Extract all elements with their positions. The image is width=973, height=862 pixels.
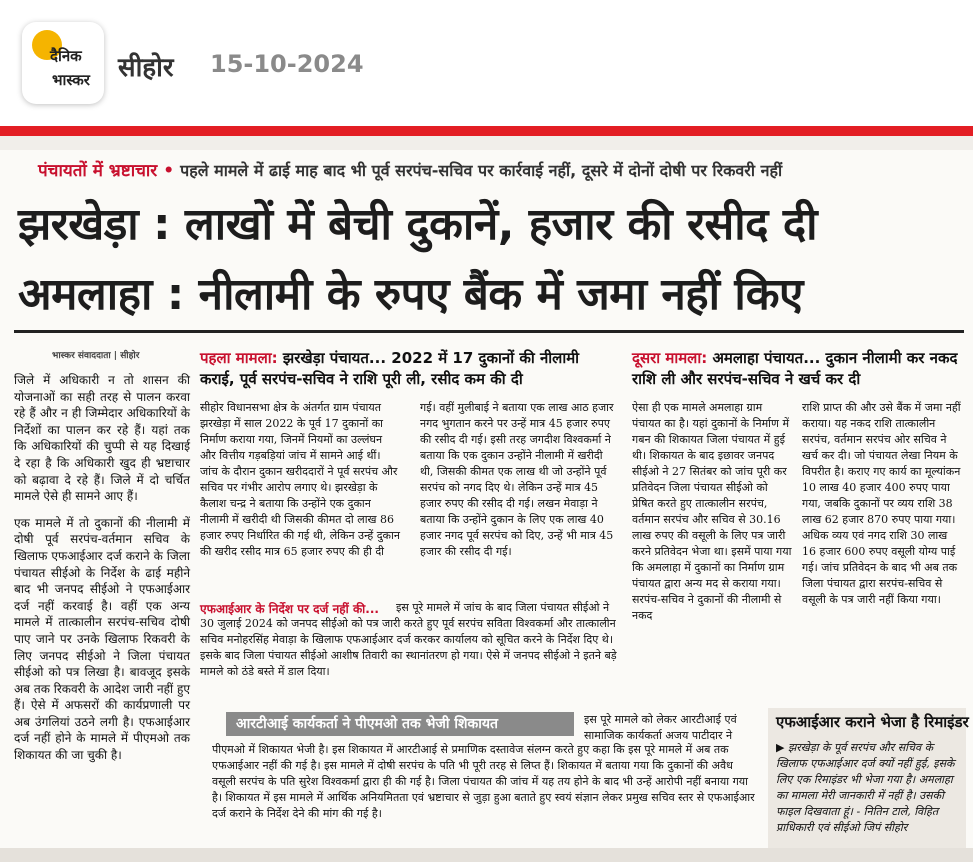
fir-reminder-heading: एफआईआर कराने भेजा है रिमाइंडर [776, 713, 969, 731]
logo-line1: दैनिक [50, 47, 82, 65]
story2-label: दूसरा मामला: [632, 349, 708, 367]
rti-side-text: इस पूरे मामले को लेकर आरटीआई एवं सामाजिक कार्यकर्ता अजय पाटीदार ने [584, 713, 737, 742]
dainik-bhaskar-logo[interactable] [22, 22, 104, 104]
story1-label: पहला मामला: [200, 349, 278, 367]
logo-line2: भास्कर [52, 71, 90, 89]
story1-subhead: एफआईआर के निर्देश पर दर्ज नहीं की... [200, 602, 379, 616]
rti-body: पीएमओ में शिकायत भेजी है। इस शिकायत में आरटीआई से प्रमाणिक दस्तावेज संलग्न करते हुए कहा कि इस पूरे मामले में अब तक एफआईआर नहीं की गई है। इस मामले में दोषी सरपंच के पति भी पूरी तरह से लिप्त हैं। शिकायत में बताया गया कि दुकानों की अवैध वसूली सरपंच के पति सुरेश विश्वकर्मा द्वारा ही की गई है। जिला पंचायत की जांच में यह तय होने के बाद भी उन्हें आरोपी नहीं बनाया गया है। शिकायत में इस मामले में आर्थिक अनियमितता एवं भ्रष्टाचार से जुड़ा हुआ बताते हुए स्वयं संज्ञान लेकर प्रमुख सचिव स्तर से एफआईआर दर्ज कराने के निर्देश देने की मांग की गई है। [212, 743, 755, 820]
story1-title: झरखेड़ा पंचायत... 2022 में 17 दुकानों की नीलामी कराई, पूर्व सरपंच-सचिव ने राशि पूरी ली, रसीद कम की दी [200, 349, 580, 388]
rti-heading: आरटीआई कार्यकर्ता ने पीएमओ तक भेजी शिकायत [226, 712, 574, 736]
story1-column-a: सीहोर विधानसभा क्षेत्र के अंतर्गत ग्राम पंचायत झरखेड़ा में साल 2022 के पूर्व 17 दुकानों का निर्माण कराया गया, जिनमें नियमों का उल्लंघन और वित्तीय गड़बड़ियां जांच में सामने आई थीं। जांच के दौरान दुकान खरीददारों ने पूर्व सरपंच और सचिव पर गंभीर आरोप लगाए थे। झरखेड़ा के कैलाश चन्द्र ने बताया कि उन्होंने एक दुकान नीलामी में खरीदी थी जिसकी कीमत दो लाख 86 हजार रुपए निर्धारित की गई थी, लेकिन उन्हें दुकान की खरीद रसीद मात्र 65 हजार रुपए की ही दी [200, 401, 400, 558]
story1-subtext: इस पूरे मामले में जांच के बाद जिला पंचायत सीईओ ने 30 जुलाई 2024 को जनपद सीईओ को पत्र जारी करते हुए पूर्व सरपंच सविता विश्वकर्मा और तात्कालीन सचिव मनोहरसिंह मेवाड़ा के खिलाफ एफआईआर दर्ज करकर कार्यालय को सूचित करने के निर्देश दिए थे। इसके बाद जिला पंचायत सीईओ आशीष तिवारी का स्थानांतरण हो गया। ऐसे में जनपद सीईओ ने इतने बड़े मामले को ठंडे बस्ते में डाल दिया। [200, 601, 617, 678]
kicker-label: पंचायतों में भ्रष्टाचार [38, 161, 158, 181]
story2-title: अमलाहा पंचायत... दुकान नीलामी कर नकद राशि ली और सरपंच-सचिव ने खर्च कर दी [632, 349, 958, 388]
intro-paragraph-2: एक मामले में तो दुकानों की नीलामी में दोषी पूर्व सरपंच-वर्तमान सचिव के खिलाफ एफआईआर दर्ज कराने के जिला पंचायत सीईओ के निर्देश के ढाई महीने बाद भी जनपद सीईओ ने एफआईआर दर्ज नहीं करवाई है। वहीं एक अन्य मामले में तात्कालीन सरपंच-सचिव दोषी पाए जाने पर उनके खिलाफ रिकवरी के लिए जनपद सीईओ ने जिला पंचायत सीईओ को पत्र लिखा है। बावजूद इसके अब तक रिकवरी के आदेश जारी नहीं हुए हैं। ऐसे में अफसरों की कार्यप्रणाली पर अब उंगलियां उठने लगी है। एफआईआर दर्ज नहीं होने के मामले में पीएमओ तक शिकायत की जा चुकी है। [14, 515, 190, 763]
article-kicker [38, 158, 968, 184]
kicker-text: पहले मामले में ढाई माह बाद भी पूर्व सरपंच-सचिव पर कार्रवाई नहीं, दूसरे में दोनों दोषी पर रिकवरी नहीं [180, 161, 783, 180]
intro-column [14, 372, 190, 774]
headline-rule [14, 330, 964, 333]
story1-column-b: गई। वहीं मुलीबाई ने बताया एक लाख आठ हजार नगद भुगतान करने पर उन्हें मात्र 45 हजार रुपए की रसीद दी गई। इसी तरह जगदीश विश्वकर्मा ने बताया कि एक दुकान उन्होंने नीलामी में खरीदी थी, जिसकी कीमत एक लाख थी जो उन्होंने पूर्व सरपंच को नगद दिए थे। लेकिन उन्हें मात्र 45 हजार रुपए की रसीद दी गई। लखन मेवाड़ा ने बताया कि उन्होंने दुकान के लिए एक लाख 40 हजार नगद पूर्व सरपंच को दिए, उन्हें भी मात्र 45 हजार की रसीद दी गई। [420, 401, 614, 558]
app-header [0, 0, 973, 128]
story2-column-b: राशि प्राप्त की और उसे बैंक में जमा नहीं कराया। यह नकद राशि तात्कालीन सरपंच, वर्तमान सरपंच ओर सचिव ने खर्च कर दी। जो पंचायत लेखा नियम के विपरीत है। कराए गए कार्य का मूल्यांकन 10 लाख 40 हजार 400 रुपए पाया गया, जबकि दुकानों पर व्यय राशि 38 लाख 62 हजार 870 रुपए पाया गया। अधिक व्यय एवं नगद राशि 30 लाख 16 हजार 600 रुपए वसूली योग्य पाई गई। जांच प्रतिवेदन के बाद भी अब तक जिला पंचायत द्वारा सरपंच-सचिव से वसूली के पत्र जारी नहीं किया गया। [802, 401, 961, 606]
header-divider [0, 126, 973, 136]
edition-city: सीहोर [118, 53, 174, 83]
story1-heading [200, 348, 610, 390]
edition-date: 15-10-2024 [210, 50, 364, 78]
story2-column-a: ऐसा ही एक मामले अमलाहा ग्राम पंचायत का है। यहां दुकानों के निर्माण में गबन की शिकायत जिला पंचायत में हुई थी। शिकायत के बाद इछावर जनपद सीईओ ने 27 सितंबर को जांच पूरी कर प्रतिवेदन जिला पंचायत सीईओ को प्रेषित करते हुए तात्कालीन सरपंच, वर्तमान सरपंच और सचिव से 30.16 लाख रुपए की वसूली के लिए पत्र जारी करने प्रतिवेदन भेजा था। इसमें पाया गया कि अमलाहा में दुकानों का निर्माण ग्राम पंचायत द्वारा अन्य मद से कराया गया। सरपंच-सचिव ने दुकानों की नीलामी से नकद [632, 401, 792, 622]
byline: भास्कर संवाददाता | सीहोर [52, 351, 140, 361]
paper-edge [0, 136, 973, 150]
next-article-strip [0, 848, 973, 862]
story2-heading [632, 348, 962, 390]
intro-paragraph-1: जिले में अधिकारी न तो शासन की योजनाओं का सही तरह से पालन करवा रहे हैं और न ही जिम्मेदार अधिकारियों के निर्देशों का पालन कर रहे हैं। यहां तक कि अधिकारियों की चुप्पी से यह दिखाई दे रहा है कि अधिकारी खुद ही भ्रष्टाचार को बढ़ावा दे रहे हैं। जिले में दो चर्चित मामले ऐसे ही सामने आए हैं। [14, 373, 190, 504]
headline-2: अमलाहा : नीलामी के रुपए बैंक में जमा नहीं किए [18, 269, 803, 320]
kicker-separator: • [163, 161, 175, 181]
fir-reminder-body: ▶ झरखेड़ा के पूर्व सरपंच और सचिव के खिलाफ एफआईआर दर्ज क्यों नहीं हुई, इसके लिए एक रिमाइंडर भी भेजा गया है। अमलाहा का मामला मेरी जानकारी में नहीं है। उसकी फाइल दिखवाता हूं। - नितिन टाले, विहित प्राधिकारी एवं सीईओ जिपं सीहोर [776, 741, 955, 834]
headline-1: झरखेड़ा : लाखों में बेची दुकानें, हजार की रसीद दी [18, 199, 818, 250]
